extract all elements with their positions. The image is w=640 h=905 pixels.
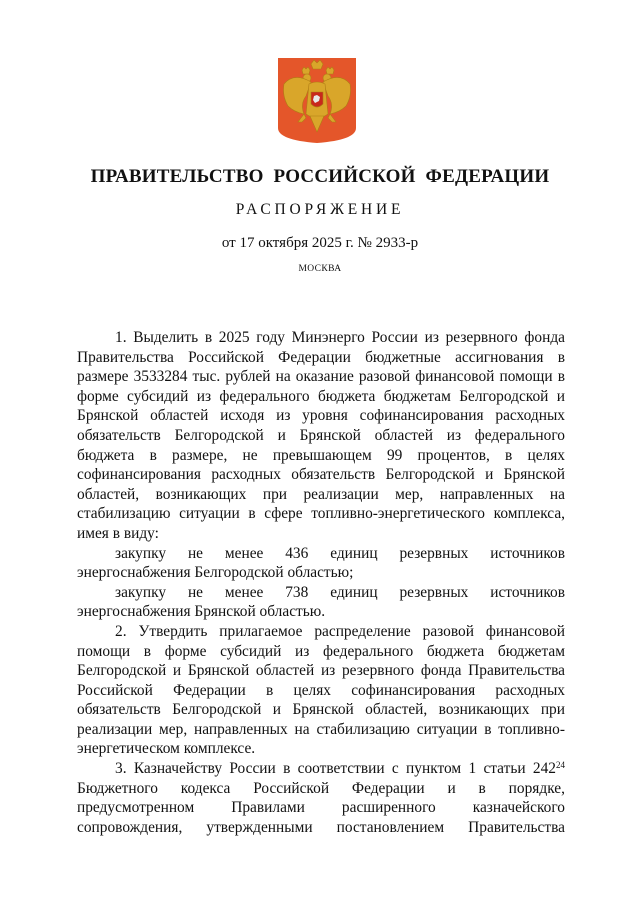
paragraph-2: 2. Утвердить прилагаемое распределение разовой финансовой помощи в форме субсидий из федерального бюджета бюджетам Белгородской и Брянской областей из резервного фонда Правительства Российской Федерации в целях софинансирования расходных обязательств Белгородской и Брянской областей, возникающих при реализации мер, направленных на стабилизацию ситуации в топливно-энергетическом комплексе. [77,622,565,758]
coat-of-arms-emblem [276,56,358,144]
article-superscript: 24 [556,760,565,771]
paragraph-3-continuation: Бюджетного кодекса Российской Федерации и в порядке, предусмотренном Правилами расширенного казначейского сопровождения, утвержденными постановлением Правительства [77,779,565,836]
document-city: МОСКВА [298,264,342,274]
document-body [77,328,565,837]
paragraph-purchase-bryansk: закупку не менее 738 единиц резервных источников энергоснабжения Брянской областью. [77,583,565,621]
paragraph-3 [77,759,565,837]
government-title: ПРАВИТЕЛЬСТВО РОССИЙСКОЙ ФЕДЕРАЦИИ [90,166,550,187]
document-type: РАСПОРЯЖЕНИЕ [235,201,405,218]
paragraph-3-text: 3. Казначейству России в соответствии с пунктом 1 статьи 242 [115,760,556,778]
document-date-number: от 17 октября 2025 г. № 2933-р [221,235,419,251]
paragraph-1: 1. Выделить в 2025 году Минэнерго России из резервного фонда Правительства Российской Федерации бюджетные ассигнования в размере 3533284 тыс. рублей на оказание разовой финансовой помощи в форме субсидий из федерального бюджета бюджетам Белгородской и Брянской областей исходя из уровня софинансирования расходных обязательств Белгородской и Брянской областей из федерального бюджета в размере, не превышающем 99 процентов, в целях софинансирования расходных обязательств Белгородской и Брянской областей, возникающих при реализации мер, направленных на стабилизацию ситуации в сфере топливно-энергетического комплекса, имея в виду: [77,329,565,542]
paragraph-purchase-belgorod: закупку не менее 436 единиц резервных источников энергоснабжения Белгородской областью; [77,544,565,582]
